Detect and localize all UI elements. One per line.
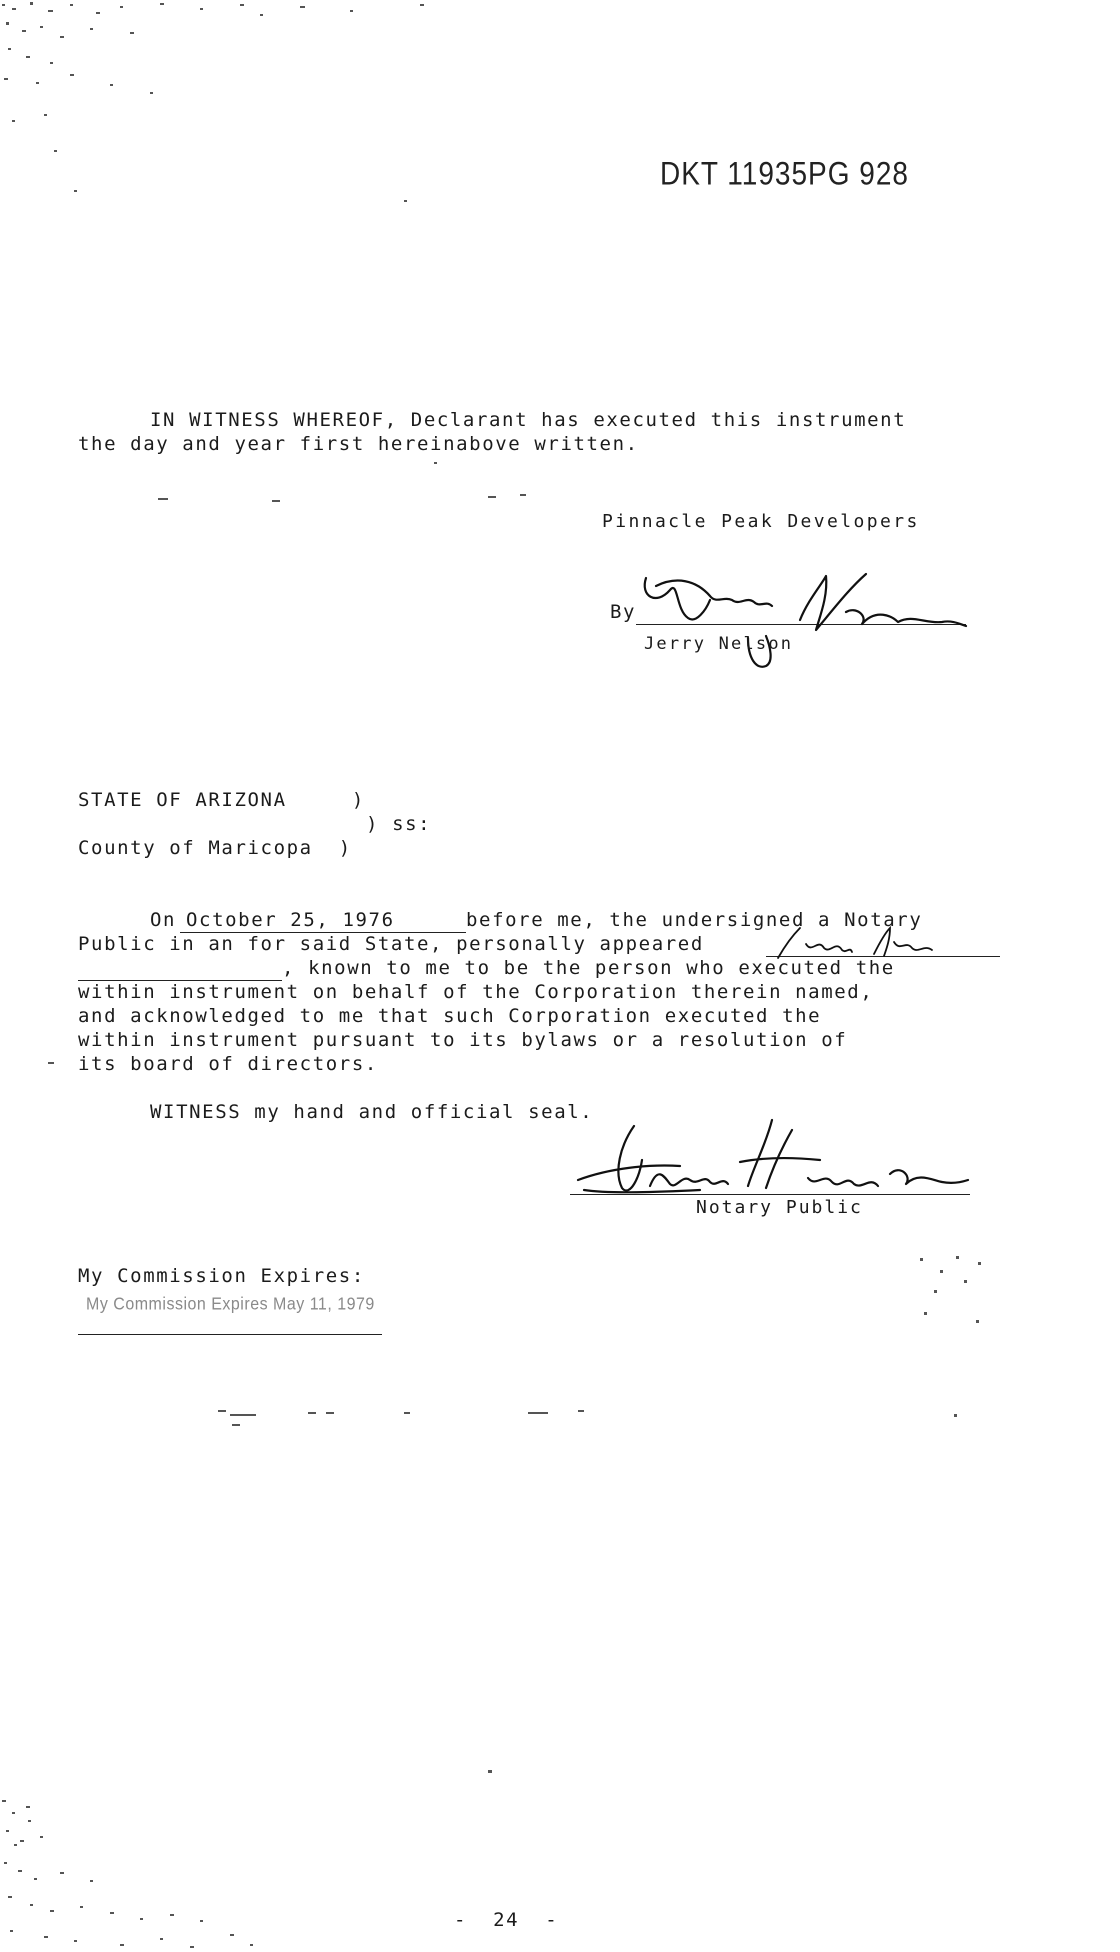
by-label: By [610, 601, 637, 623]
commission-stamp: My Commission Expires May 11, 1979 [86, 1295, 375, 1314]
ack-line-2: Public in an for said State, personally appeared [78, 933, 704, 955]
witness-line-2: the day and year first hereinabove written. [78, 433, 639, 455]
signer-typed-name: Jerry Nelson [644, 634, 794, 654]
page-number: - 24 - [454, 1909, 559, 1931]
ack-date: October 25, 1976 [186, 909, 395, 931]
declarant-signature [636, 566, 976, 686]
ack-on-label: On [150, 909, 177, 931]
ack-line-4: within instrument on behalf of the Corporation therein named, [78, 981, 874, 1003]
ack-line-5: and acknowledged to me that such Corporation executed the [78, 1005, 822, 1027]
company-name: Pinnacle Peak Developers [602, 511, 920, 532]
ack-line-7: its board of directors. [78, 1053, 378, 1075]
ack-line-1: before me, the undersigned a Notary [466, 909, 923, 931]
commission-line [78, 1334, 382, 1335]
commission-label: My Commission Expires: [78, 1265, 365, 1287]
ack-line-3: , known to me to be the person who executed the [282, 957, 895, 979]
seal-line: WITNESS my hand and official seal. [150, 1101, 594, 1123]
docket-number: DKT 11935PG 928 [660, 155, 910, 192]
notary-public-label: Notary Public [696, 1197, 863, 1218]
ss-line: ) ss: [366, 813, 432, 835]
witness-line-1: IN WITNESS WHEREOF, Declarant has executed this instrument [150, 409, 907, 431]
ack-line-6: within instrument pursuant to its bylaws or a resolution of [78, 1029, 848, 1051]
county-line: County of Maricopa ) [78, 837, 352, 859]
state-line: STATE OF ARIZONA ) [78, 789, 365, 811]
notary-signature [570, 1116, 970, 1206]
